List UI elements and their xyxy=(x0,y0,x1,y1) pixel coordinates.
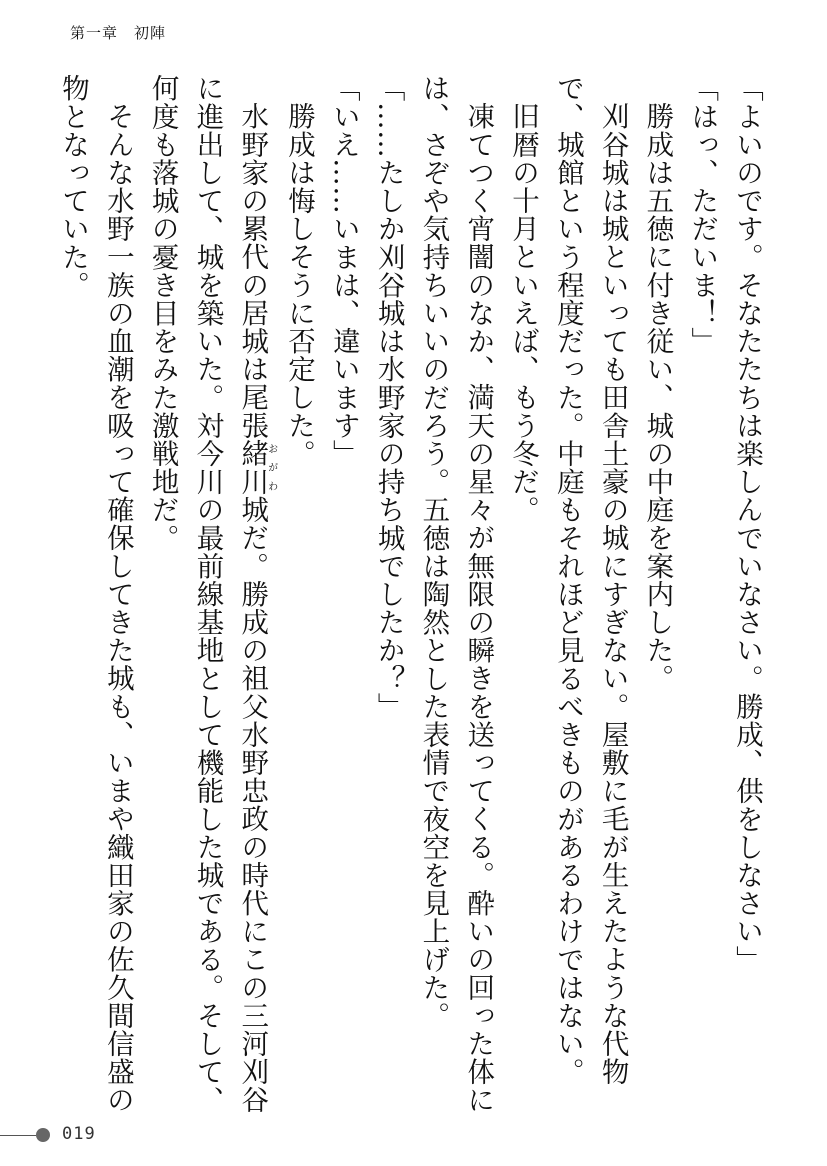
ruby-reading: おがわ xyxy=(265,438,277,495)
page-number: 019 xyxy=(62,1124,96,1144)
vertical-body-text xyxy=(49,74,769,1124)
ruby-ogawa xyxy=(236,438,277,495)
paragraph-3: 勝成は五徳に付き従い、城の中庭を案内した。 xyxy=(641,101,674,692)
paragraph-11: そんな水野一族の血潮を吸って確保してきた城も、いまや織田家の佐久間信盛の物となっていた。 xyxy=(57,74,134,1114)
ruby-base: 緒川 xyxy=(236,438,269,495)
paragraph-9: 勝成は悔しそうに否定した。 xyxy=(283,101,316,467)
folio-bullet-icon xyxy=(36,1128,50,1142)
paragraph-5: 旧暦の十月といえば、もう冬だ。 xyxy=(507,101,540,523)
paragraph-10-after: 城だ。勝成の祖父水野忠政の時代にこの三河刈谷に進出して、城を築いた。対今川の最前線基地として機能した城である。そして、何度も落城の憂き目をみた激戦地だ。 xyxy=(146,74,269,1114)
paragraph-10 xyxy=(140,74,276,1124)
folio-rule xyxy=(0,1135,36,1136)
running-header: 第一章 初陣 xyxy=(70,24,167,42)
paragraph-dialogue-8: 「いえ……いまは、違います」 xyxy=(327,74,360,468)
paragraph-dialogue-2: 「はっ、ただいま！」 xyxy=(686,74,719,355)
paragraph-dialogue-7: 「……たしか刈谷城は水野家の持ち城でしたか？」 xyxy=(372,74,405,721)
paragraph-4: 刈谷城は城といっても田舎土豪の城にすぎない。屋敷に毛が生えたような代物で、城館という程度だった。中庭もそれほど見るべきものがあるわけではない。 xyxy=(551,74,629,1086)
paragraph-6: 凍てつく宵闇のなか、満天の星々が無限の瞬きを送ってくる。酔いの回った体には、さぞや気持ちいいのだろう。五徳は陶然とした表情で夜空を見上げた。 xyxy=(417,74,495,1114)
paragraph-dialogue-1: 「よいのです。そなたたちは楽しんでいなさい。勝成、供をしなさい」 xyxy=(731,74,763,974)
paragraph-10-before: 水野家の累代の居城は尾張 xyxy=(236,101,269,439)
page-folio xyxy=(0,1124,140,1148)
